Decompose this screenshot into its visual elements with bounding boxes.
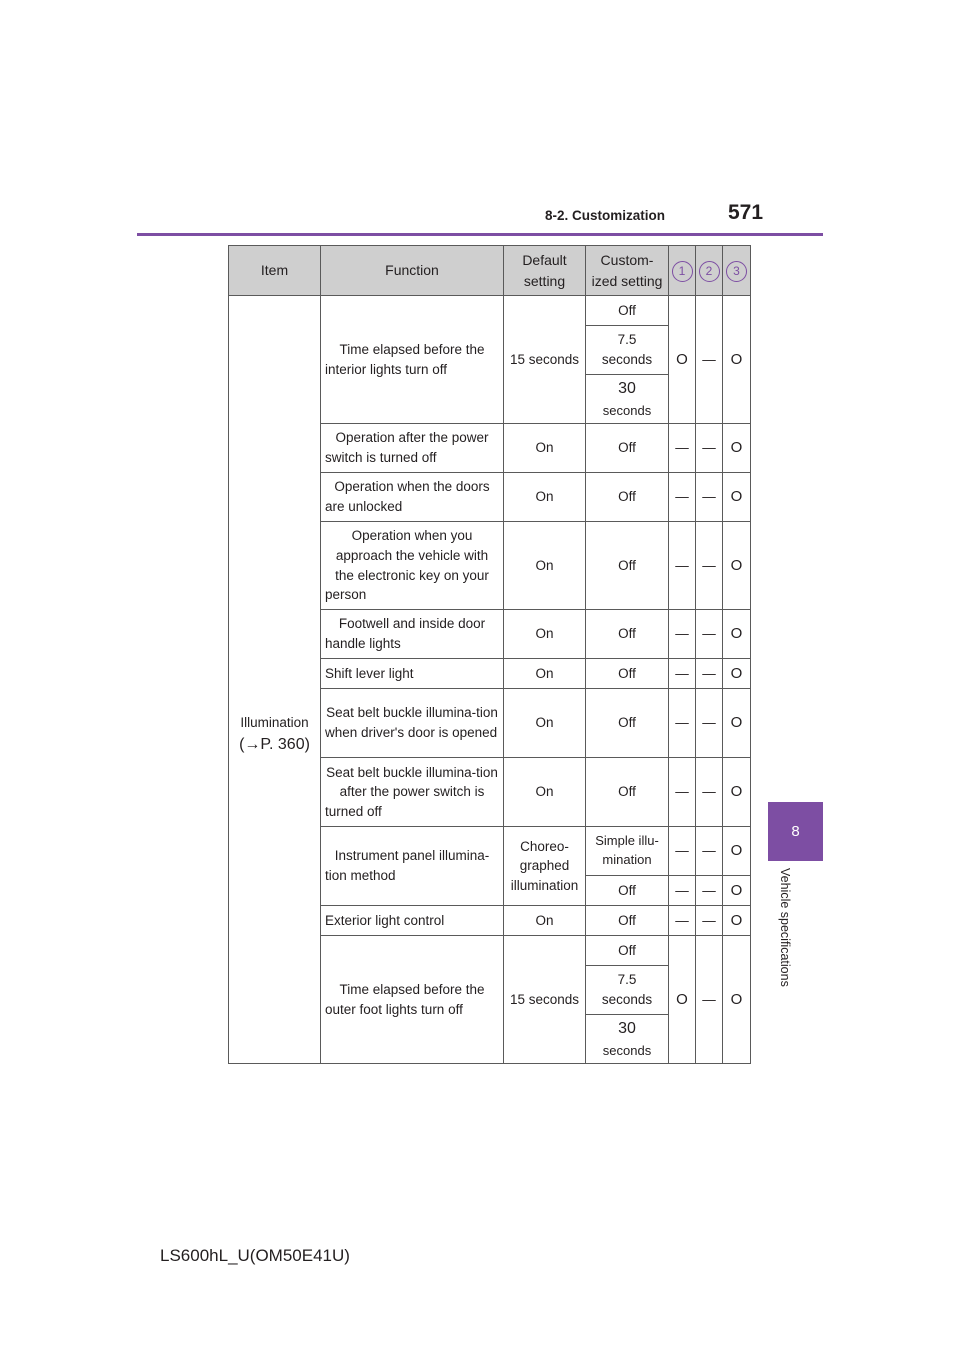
customization-table [228, 245, 751, 1064]
table-row: 7.5 seconds [229, 966, 751, 1015]
chapter-label: Vehicle specifications [778, 868, 792, 987]
table-row: Instrument panel illumina-tion method Choreo- graphed illumination Simple illu- mination — — O [229, 827, 751, 876]
model-code: LS600hL_U(OM50E41U) [160, 1246, 350, 1265]
table-row: Shift lever light On Off — — O [229, 659, 751, 689]
table-row: Exterior light control On Off — — O [229, 906, 751, 936]
column-function: Function [321, 246, 504, 296]
table-row: Seat belt buckle illumina-tion when driver's door is opened On Off — — O [229, 689, 751, 758]
item-illumination: Illumination (→P. 360) [229, 296, 321, 1064]
circled-3-icon: 3 [726, 261, 747, 282]
circled-2-icon: 2 [699, 261, 720, 282]
column-item: Item [229, 246, 321, 296]
table-row: Operation when you approach the vehicle with the electronic key on your person On Off — — O [229, 522, 751, 610]
table-row: Operation when the doors are unlocked On Off — — O [229, 473, 751, 522]
chapter-tab[interactable] [768, 802, 823, 861]
chapter-number: 8 [791, 823, 800, 840]
page-number: 571 [728, 201, 764, 224]
table-row: Footwell and inside door handle lights On Off — — O [229, 610, 751, 659]
table-header-row [229, 246, 751, 296]
column-default: Default setting [504, 246, 586, 296]
table-row: 30 seconds [229, 1015, 751, 1064]
section-title: 8-2. Customization [545, 208, 666, 223]
table-row: 7.5 seconds [229, 326, 751, 375]
table-row: Off — — O [229, 876, 751, 906]
column-customized: Custom- ized setting [586, 246, 669, 296]
header-divider [137, 233, 823, 236]
circled-1-icon: 1 [672, 261, 693, 282]
column-3 [723, 246, 751, 296]
column-1 [669, 246, 696, 296]
table-row: 30 seconds [229, 375, 751, 424]
table-row: Seat belt buckle illumina-tion after the power switch is turned off On Off — — O [229, 758, 751, 827]
table-row: Operation after the power switch is turned off On Off — — O [229, 424, 751, 473]
column-2 [696, 246, 723, 296]
table-row: Illumination (→P. 360) Time elapsed before the interior lights turn off 15 seconds Off O — O [229, 296, 751, 326]
table-row: Time elapsed before the outer foot lights turn off 15 seconds Off O — O [229, 936, 751, 966]
